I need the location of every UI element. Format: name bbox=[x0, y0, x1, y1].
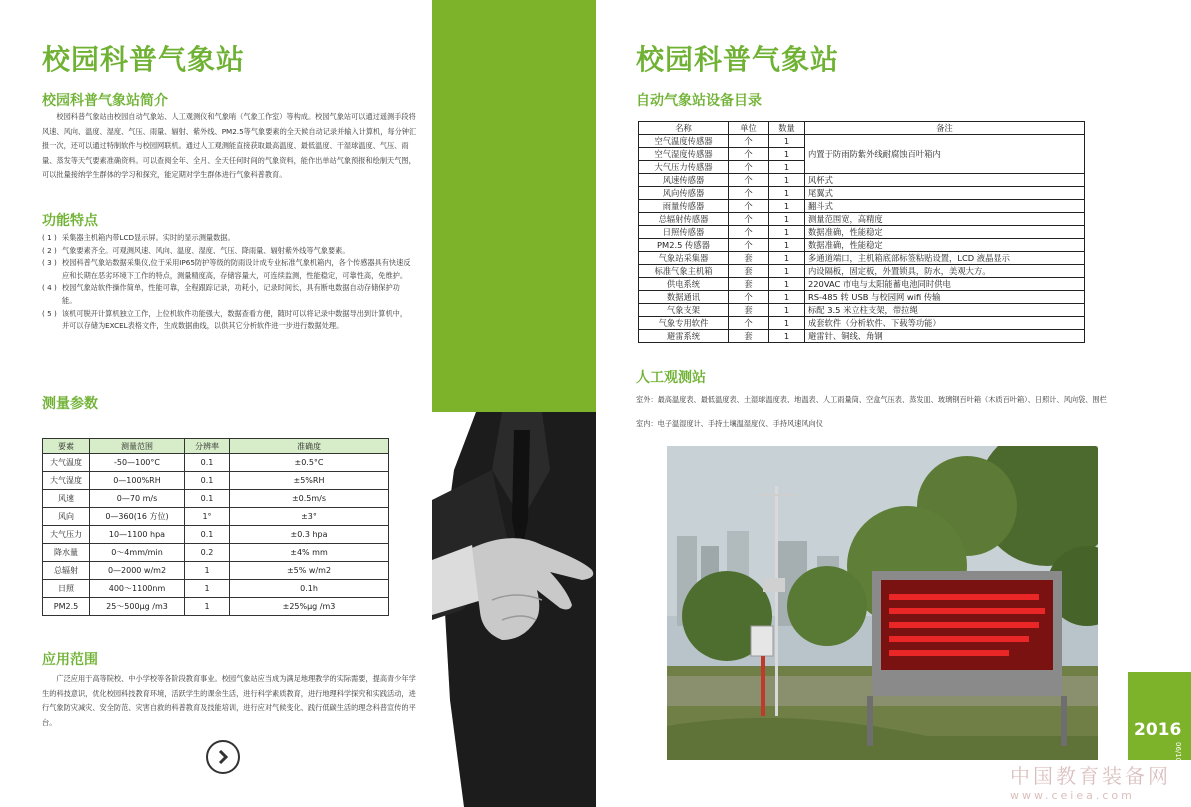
table-row bbox=[639, 200, 1085, 213]
chevron-right-icon bbox=[216, 750, 230, 764]
params-cell: 大气压力 bbox=[43, 526, 90, 544]
equip-note: 成套软件（分析软件、下载等功能） bbox=[805, 317, 1085, 330]
table-row bbox=[639, 265, 1085, 278]
equip-unit: 套 bbox=[729, 330, 769, 343]
table-row bbox=[639, 330, 1085, 343]
equip-note: 尾翼式 bbox=[805, 187, 1085, 200]
equip-name: 气象支架 bbox=[639, 304, 729, 317]
next-page-button[interactable] bbox=[206, 740, 240, 774]
outdoor-label: 室外： bbox=[636, 395, 658, 404]
outdoor-items: 最高温度表、最低温度表、土湿球温度表、地温表、人工雨量筒、空盒气压表、蒸发皿、玻璃钢百叶箱（木质百叶箱）、日照计、风向袋、围栏 bbox=[657, 395, 1107, 404]
equip-name: 雨量传感器 bbox=[639, 200, 729, 213]
equip-unit: 个 bbox=[729, 174, 769, 187]
right-page bbox=[596, 0, 1191, 807]
equip-unit: 个 bbox=[729, 239, 769, 252]
equip-unit: 个 bbox=[729, 135, 769, 148]
params-heading: 测量参数 bbox=[42, 396, 98, 412]
params-cell: 0～4mm/min bbox=[90, 544, 185, 562]
params-cell: 大气湿度 bbox=[43, 472, 90, 490]
feature-number: ( 4 ) bbox=[42, 283, 57, 293]
manual-heading: 人工观测站 bbox=[636, 370, 706, 386]
equip-name: 供电系统 bbox=[639, 278, 729, 291]
equip-unit: 个 bbox=[729, 291, 769, 304]
intro-heading: 校园科普气象站简介 bbox=[42, 93, 168, 109]
params-cell: 25～500μg /m3 bbox=[90, 598, 185, 616]
equip-qty: 1 bbox=[769, 265, 805, 278]
page-title-right: 校园科普气象站 bbox=[636, 43, 840, 76]
equip-note: 220VAC 市电与太阳能蓄电池同时供电 bbox=[805, 278, 1085, 291]
equip-qty: 1 bbox=[769, 213, 805, 226]
params-cell: 0.1 bbox=[185, 526, 230, 544]
table-row bbox=[639, 317, 1085, 330]
params-cell: ±5%RH bbox=[230, 472, 389, 490]
table-row bbox=[639, 174, 1085, 187]
params-cell: ±0.5m/s bbox=[230, 490, 389, 508]
table-row bbox=[43, 472, 389, 490]
indoor-items: 电子温湿度计、手持土壤温湿度仪、手持风速风向仪 bbox=[657, 419, 823, 428]
table-row bbox=[639, 226, 1085, 239]
equip-note: 内置于防雨防紫外线耐腐蚀百叶箱内 bbox=[805, 135, 1085, 174]
feature-text: 气象要素齐全。可观测风速、风向、温度、湿度、气压、降雨量、辐射紫外线等气象要素。 bbox=[62, 245, 350, 255]
params-cell: 400～1100nm bbox=[90, 580, 185, 598]
table-row bbox=[43, 598, 389, 616]
params-cell: 0—100%RH bbox=[90, 472, 185, 490]
table-row bbox=[43, 454, 389, 472]
watermark bbox=[1010, 760, 1171, 802]
params-header-cell: 准确度 bbox=[230, 439, 389, 454]
equip-unit: 个 bbox=[729, 187, 769, 200]
equip-note: 数据准确，性能稳定 bbox=[805, 239, 1085, 252]
equip-qty: 1 bbox=[769, 304, 805, 317]
params-cell: PM2.5 bbox=[43, 598, 90, 616]
equip-qty: 1 bbox=[769, 226, 805, 239]
table-row bbox=[639, 187, 1085, 200]
params-cell: 风向 bbox=[43, 508, 90, 526]
equip-name: 气象专用软件 bbox=[639, 317, 729, 330]
feature-item bbox=[42, 245, 412, 258]
equip-qty: 1 bbox=[769, 291, 805, 304]
equip-name: 大气压力传感器 bbox=[639, 161, 729, 174]
params-cell: 1 bbox=[185, 598, 230, 616]
page-title: 校园科普气象站 bbox=[42, 43, 246, 76]
equip-qty: 1 bbox=[769, 317, 805, 330]
params-cell: -50—100°C bbox=[90, 454, 185, 472]
feature-item bbox=[42, 308, 412, 333]
table-row bbox=[639, 239, 1085, 252]
equip-name: 空气温度传感器 bbox=[639, 135, 729, 148]
params-cell: ±4% mm bbox=[230, 544, 389, 562]
equip-name: 风速传感器 bbox=[639, 174, 729, 187]
params-cell: 0.2 bbox=[185, 544, 230, 562]
equip-unit: 个 bbox=[729, 148, 769, 161]
params-cell: 0—360(16 方位) bbox=[90, 508, 185, 526]
params-header-cell: 测量范围 bbox=[90, 439, 185, 454]
equip-unit: 套 bbox=[729, 252, 769, 265]
scope-heading: 应用范围 bbox=[42, 652, 98, 668]
equip-note: 翻斗式 bbox=[805, 200, 1085, 213]
year-badge bbox=[1128, 672, 1191, 763]
equip-unit: 个 bbox=[729, 213, 769, 226]
manual-outdoor bbox=[636, 394, 1114, 406]
equip-qty: 1 bbox=[769, 330, 805, 343]
equip-name: 空气湿度传感器 bbox=[639, 148, 729, 161]
feature-number: ( 1 ) bbox=[42, 233, 57, 242]
table-row bbox=[43, 508, 389, 526]
feature-text: 校园气象站软件操作简单，性能可靠，全程跟踪记录，功耗小，记录时间长，具有断电数据自动存储保护功能。 bbox=[62, 283, 400, 305]
indoor-label: 室内： bbox=[636, 419, 658, 428]
feature-number: ( 3 ) bbox=[42, 258, 57, 268]
equip-note: 风杯式 bbox=[805, 174, 1085, 187]
params-cell: 降水量 bbox=[43, 544, 90, 562]
features-heading: 功能特点 bbox=[42, 213, 98, 229]
params-cell: 0.1h bbox=[230, 580, 389, 598]
params-cell: 0.1 bbox=[185, 490, 230, 508]
params-cell: 风速 bbox=[43, 490, 90, 508]
equip-qty: 1 bbox=[769, 174, 805, 187]
watermark-url: www.ceiea.com bbox=[1010, 789, 1135, 802]
equip-unit: 个 bbox=[729, 200, 769, 213]
equip-name: 日照传感器 bbox=[639, 226, 729, 239]
equip-unit: 套 bbox=[729, 278, 769, 291]
equip-name: 总辐射传感器 bbox=[639, 213, 729, 226]
params-cell: 1 bbox=[185, 580, 230, 598]
params-cell: 1° bbox=[185, 508, 230, 526]
params-cell: 0—2000 w/m2 bbox=[90, 562, 185, 580]
equip-name: 避雷系统 bbox=[639, 330, 729, 343]
params-cell: ±25%μg /m3 bbox=[230, 598, 389, 616]
feature-item bbox=[42, 282, 412, 307]
table-row bbox=[639, 278, 1085, 291]
feature-number: ( 5 ) bbox=[42, 308, 57, 318]
params-header-cell: 要素 bbox=[43, 439, 90, 454]
equip-name: 数据通讯 bbox=[639, 291, 729, 304]
equipment-table bbox=[638, 121, 1085, 343]
feature-text: 校园科普气象站数据采集仪,位于采用IP65防护等级的防雨设计成专业标准气象机箱内，各个传感器具有快速反应和长期在恶劣环境下工作的特点，测量精度高，存储容量大，可连续监测，性能稳定，可靠性高，免维护。 bbox=[62, 258, 411, 280]
equip-name: 标准气象主机箱 bbox=[639, 265, 729, 278]
table-row bbox=[43, 490, 389, 508]
table-row bbox=[639, 135, 1085, 148]
equip-qty: 1 bbox=[769, 252, 805, 265]
table-row bbox=[639, 304, 1085, 317]
params-cell: ±0.3 hpa bbox=[230, 526, 389, 544]
table-row bbox=[639, 291, 1085, 304]
watermark-title: 中国教育装备网 bbox=[1010, 764, 1171, 788]
scope-text: 广泛应用于高等院校、中小学校等各阶段教育事业。校园气象站应当成为满足地理教学的实际需要，提高青少年学生的科技意识，优化校园科技教育环境，活跃学生的课余生活，进行科学素质教育，进行地理科学探究和实践活动，进行气象防灾减灾、安全防范、灾害自救的科普教育及技能培训，进行应对气候变化、践行低碳生活的理念科普宣传的平台。 bbox=[42, 674, 416, 727]
issue-text: 06/10 bbox=[1174, 742, 1182, 763]
params-cell: 1 bbox=[185, 562, 230, 580]
equip-note: 多通道端口，主机箱底部标签粘贴设置，LCD 液晶显示 bbox=[805, 252, 1085, 265]
equip-unit: 套 bbox=[729, 265, 769, 278]
equip-unit: 个 bbox=[729, 161, 769, 174]
equip-name: 气象站采集器 bbox=[639, 252, 729, 265]
equip-qty: 1 bbox=[769, 278, 805, 291]
equip-header-cell: 名称 bbox=[639, 122, 729, 135]
center-image-strip bbox=[432, 0, 596, 807]
feature-text: 采集器主机箱内带LCD显示屏。实时的显示测量数据。 bbox=[62, 233, 235, 242]
equip-qty: 1 bbox=[769, 135, 805, 148]
params-cell: 0—70 m/s bbox=[90, 490, 185, 508]
weather-station-photo bbox=[667, 446, 1098, 760]
table-row bbox=[43, 544, 389, 562]
table-row bbox=[639, 213, 1085, 226]
left-page bbox=[0, 0, 432, 807]
equip-name: PM2.5 传感器 bbox=[639, 239, 729, 252]
equip-header-cell: 数量 bbox=[769, 122, 805, 135]
params-cell: 日照 bbox=[43, 580, 90, 598]
features-list bbox=[42, 232, 412, 333]
table-row bbox=[43, 580, 389, 598]
equip-qty: 1 bbox=[769, 239, 805, 252]
params-cell: 0.1 bbox=[185, 472, 230, 490]
equip-qty: 1 bbox=[769, 200, 805, 213]
equip-name: 风向传感器 bbox=[639, 187, 729, 200]
table-row bbox=[43, 562, 389, 580]
params-cell: 0.1 bbox=[185, 454, 230, 472]
handshake-figure bbox=[432, 0, 596, 807]
equip-note: 内设隔板，固定板，外置锁具，防水，美观大方。 bbox=[805, 265, 1085, 278]
equip-qty: 1 bbox=[769, 148, 805, 161]
year-text: 2016 bbox=[1134, 720, 1182, 740]
manual-indoor bbox=[636, 418, 1114, 430]
params-cell: 总辐射 bbox=[43, 562, 90, 580]
equip-note: 数据准确，性能稳定 bbox=[805, 226, 1085, 239]
params-table bbox=[42, 438, 389, 616]
params-cell: ±5% w/m2 bbox=[230, 562, 389, 580]
equip-unit: 个 bbox=[729, 317, 769, 330]
equip-note: 测量范围宽，高精度 bbox=[805, 213, 1085, 226]
intro-text: 校园科普气象站由校园自动气象站、人工观测仪和气象哨（气象工作室）等构成。校园气象站可以通过遥测手段将风速、风向、温度、湿度、气压、雨量、辐射、紫外线、PM2.5等气象要素的全天候自动记录并输入计算机，每分钟汇报一次，还可以通过特制软件与校园网联机。通过人工观测能直接获取最高温度、最低温度、干湿球温度、气压、雨量、蒸发等天气要素准确资料。可以查阅全年、全月、全天任何时间的气象资料，能作出单站气象预报和绘制天气图，可以批量接纳学生群体的学习和探究，能定期对学生群体进行气象科普教育。 bbox=[42, 112, 417, 180]
table-row bbox=[639, 252, 1085, 265]
equip-note: 避雷针、铜线、角钢 bbox=[805, 330, 1085, 343]
feature-item bbox=[42, 257, 412, 282]
equip-qty: 1 bbox=[769, 161, 805, 174]
equip-note: 标配 3.5 米立柱支架，带拉绳 bbox=[805, 304, 1085, 317]
params-cell: 大气温度 bbox=[43, 454, 90, 472]
feature-item bbox=[42, 232, 412, 245]
feature-text: 该机可脱开计算机独立工作，上位机软件功能强大，数据查看方便，随时可以将记录中数据导出到计算机中，并可以存储为EXCEL表格文件，生成数据曲线，以供其它分析软件进一步进行数据处理。 bbox=[62, 308, 408, 331]
params-header-cell: 分辨率 bbox=[185, 439, 230, 454]
params-cell: ±0.5°C bbox=[230, 454, 389, 472]
equipment-heading: 自动气象站设备目录 bbox=[636, 93, 762, 109]
feature-number: ( 2 ) bbox=[42, 245, 57, 255]
equip-note: RS-485 转 USB 与校园网 wifi 传输 bbox=[805, 291, 1085, 304]
table-row bbox=[43, 526, 389, 544]
equip-header-cell: 备注 bbox=[805, 122, 1085, 135]
params-cell: 10—1100 hpa bbox=[90, 526, 185, 544]
equip-unit: 套 bbox=[729, 304, 769, 317]
equip-qty: 1 bbox=[769, 187, 805, 200]
params-cell: ±3° bbox=[230, 508, 389, 526]
equip-header-cell: 单位 bbox=[729, 122, 769, 135]
equip-unit: 个 bbox=[729, 226, 769, 239]
